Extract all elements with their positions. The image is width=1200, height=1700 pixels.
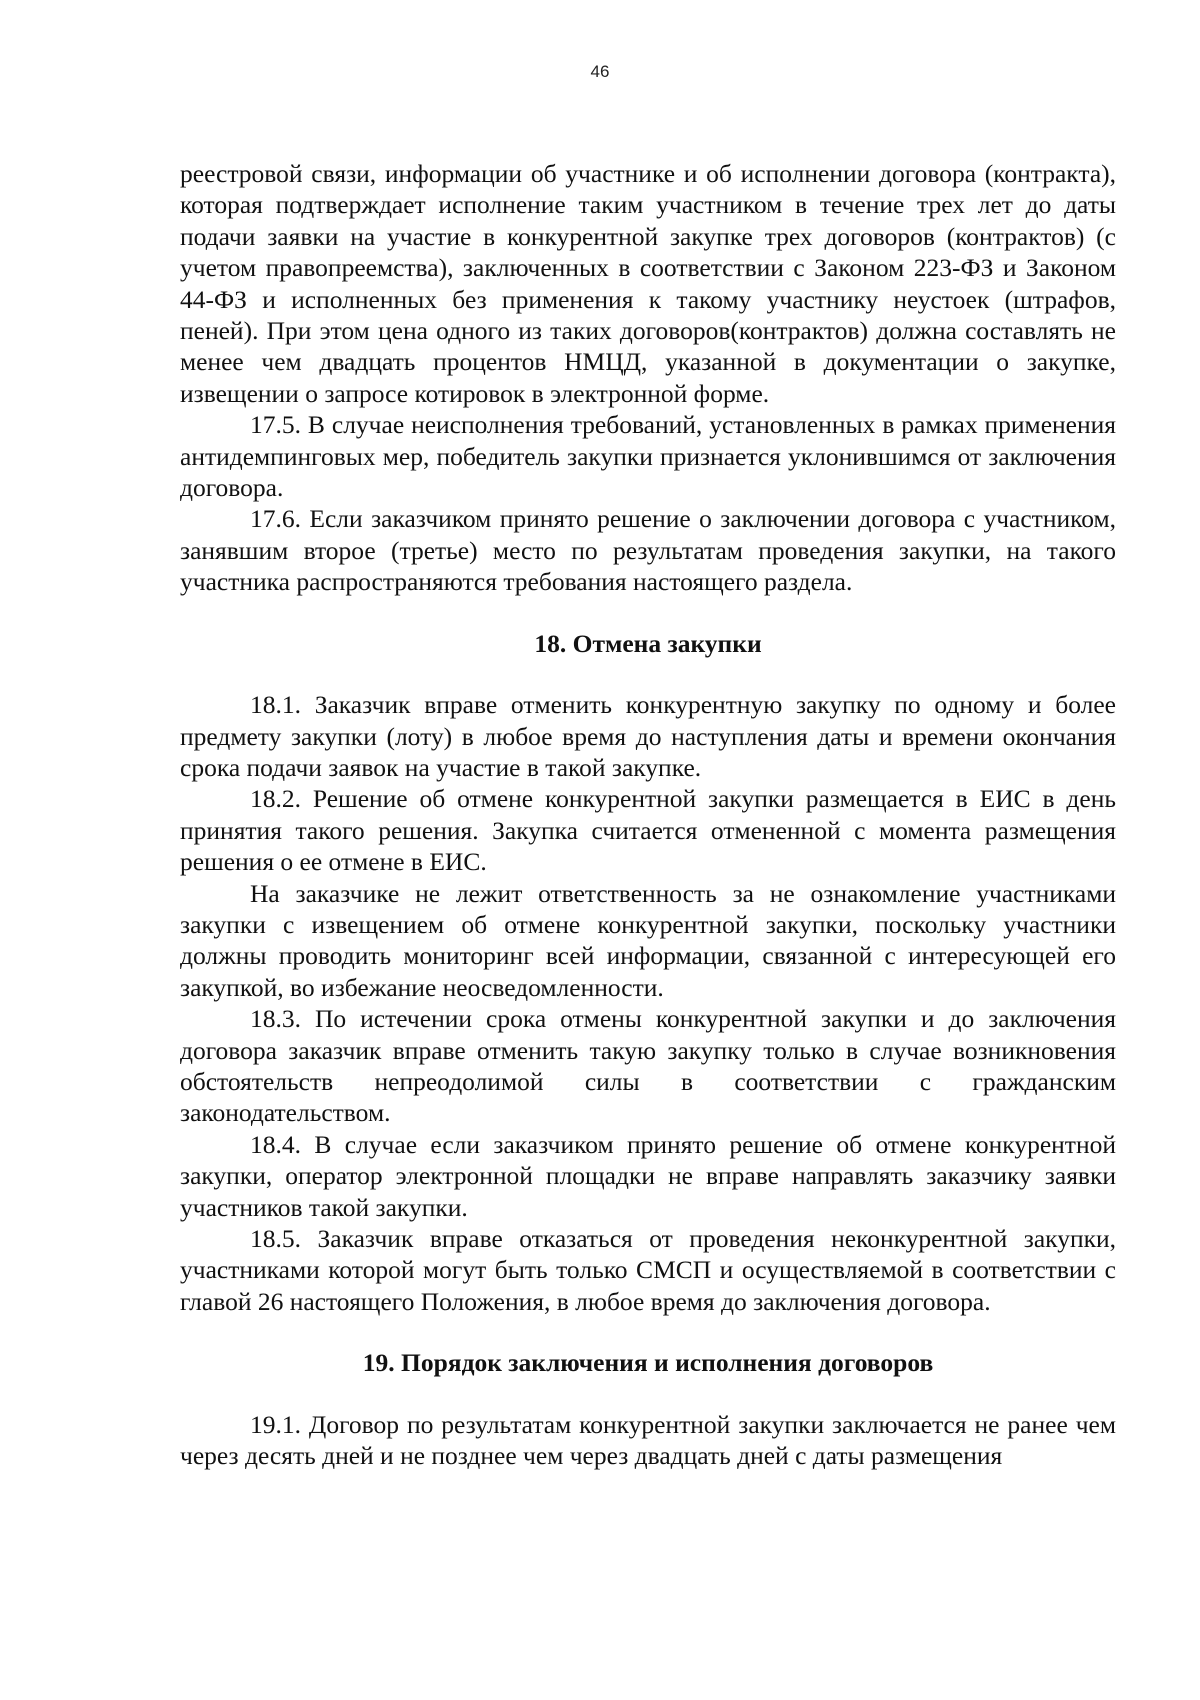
paragraph-18-3: 18.3. По истечении срока отмены конкурентной закупки и до заключения договора заказчик вправе отменить такую закупку только в случае возникновения обстоятельств непреодолимой силы в соответствии с гражданским законодательством. [180, 1004, 1116, 1128]
paragraph-18-2-note: На заказчике не лежит ответственность за не ознакомление участниками закупки с извещением об отмене конкурентной закупки, поскольку участники должны проводить мониторинг всей информации, связанной с интересующей его закупкой, во избежание неосведомленности. [180, 878, 1116, 1002]
section-heading-19: 19. Порядок заключения и исполнения договоров [362, 1348, 934, 1378]
paragraph-18-2: 18.2. Решение об отмене конкурентной закупки размещается в ЕИС в день принятия такого решения. Закупка считается отмененной с момента размещения решения о ее отмене в ЕИС. [180, 784, 1116, 877]
document-body [180, 158, 1116, 1471]
paragraph-18-1: 18.1. Заказчик вправе отменить конкурентную закупку по одному и более предмету закупки (лоту) в любое время до наступления даты и времени окончания срока подачи заявок на участие в такой закупке. [180, 690, 1116, 782]
paragraph-continuation: реестровой связи, информации об участнике и об исполнении договора (контракта), которая подтверждает исполнение таким участником в течение трех лет до даты подачи заявки на участие в конкурентной закупке трех договоров (контрактов) (с учетом правопреемства), заключенных в соответствии с Законом 223-ФЗ и Законом 44-ФЗ и исполненных без применения к такому участнику неустоек (штрафов, пеней). При этом цена одного из таких договоров(контрактов) должна составлять не менее чем двадцать процентов НМЦД, указанной в документации о закупке, извещении о запросе котировок в электронной форме. [180, 159, 1116, 408]
paragraph-17-6: 17.6. Если заказчиком принято решение о заключении договора с участником, занявшим второе (третье) место по результатам проведения закупки, на такого участника распространяются требования настоящего раздела. [180, 504, 1116, 597]
paragraph-19-1: 19.1. Договор по результатам конкурентной закупки заключается не ранее чем через десять дней и не позднее чем через двадцать дней с даты размещения [180, 1409, 1116, 1471]
paragraph-17-5: 17.5. В случае неисполнения требований, установленных в рамках применения антидемпинговых мер, победитель закупки признается уклонившимся от заключения договора. [180, 410, 1116, 503]
section-heading-18: 18. Отмена закупки [534, 628, 762, 658]
paragraph-18-4: 18.4. В случае если заказчиком принято решение об отмене конкурентной закупки, оператор электронной площадки не вправе направлять заказчику заявки участников такой закупки. [180, 1129, 1116, 1222]
page-number: 46 [590, 62, 610, 81]
paragraph-18-5: 18.5. Заказчик вправе отказаться от проведения неконкурентной закупки, участниками которой могут быть только СМСП и осуществляемой в соответствии с главой 26 настоящего Положения, в любое время до заключения договора. [180, 1224, 1116, 1316]
